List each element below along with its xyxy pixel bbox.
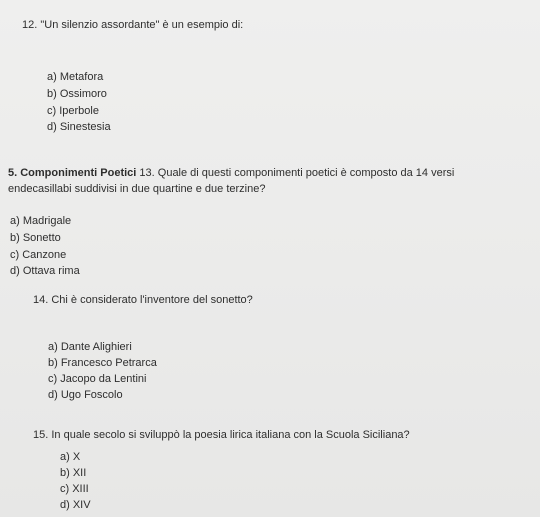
q14-option-d: d) Ugo Foscolo — [48, 389, 123, 401]
q13-option-a: a) Madrigale — [10, 215, 72, 227]
q15-option-b: b) XII — [60, 467, 87, 479]
question-15-text: 15. In quale secolo si sviluppò la poesia lirica italiana con la Scuola Siciliana? — [33, 429, 410, 441]
q14-option-a: a) Dante Alighieri — [48, 341, 132, 353]
q15-option-a: a) X — [60, 451, 81, 463]
question-13-text-part-1: 13. Quale di questi componimenti poetici è composto da 14 versi — [139, 167, 455, 179]
question-14-text: 14. Chi è considerato l'inventore del sonetto? — [33, 294, 253, 306]
q15-option-c: c) XIII — [60, 483, 89, 495]
q14-option-b: b) Francesco Petrarca — [48, 357, 157, 369]
q15-option-d: d) XIV — [60, 499, 91, 511]
q12-option-c: c) Iperbole — [47, 105, 99, 117]
q13-option-c: c) Canzone — [10, 249, 67, 261]
q12-option-b: b) Ossimoro — [47, 88, 107, 100]
section-5-heading: 5. Componimenti Poetici — [8, 167, 137, 179]
q13-option-d: d) Ottava rima — [10, 265, 80, 277]
q12-option-d: d) Sinestesia — [47, 121, 111, 133]
q14-option-c: c) Jacopo da Lentini — [48, 373, 147, 385]
q12-option-a: a) Metafora — [47, 71, 104, 83]
question-13-line-2: endecasillabi suddivisi in due quartine e due terzine? — [8, 183, 266, 195]
question-13-line-1 — [8, 166, 454, 180]
question-12-text: 12. "Un silenzio assordante" è un esempio di: — [22, 19, 244, 31]
q13-option-b: b) Sonetto — [10, 232, 61, 244]
